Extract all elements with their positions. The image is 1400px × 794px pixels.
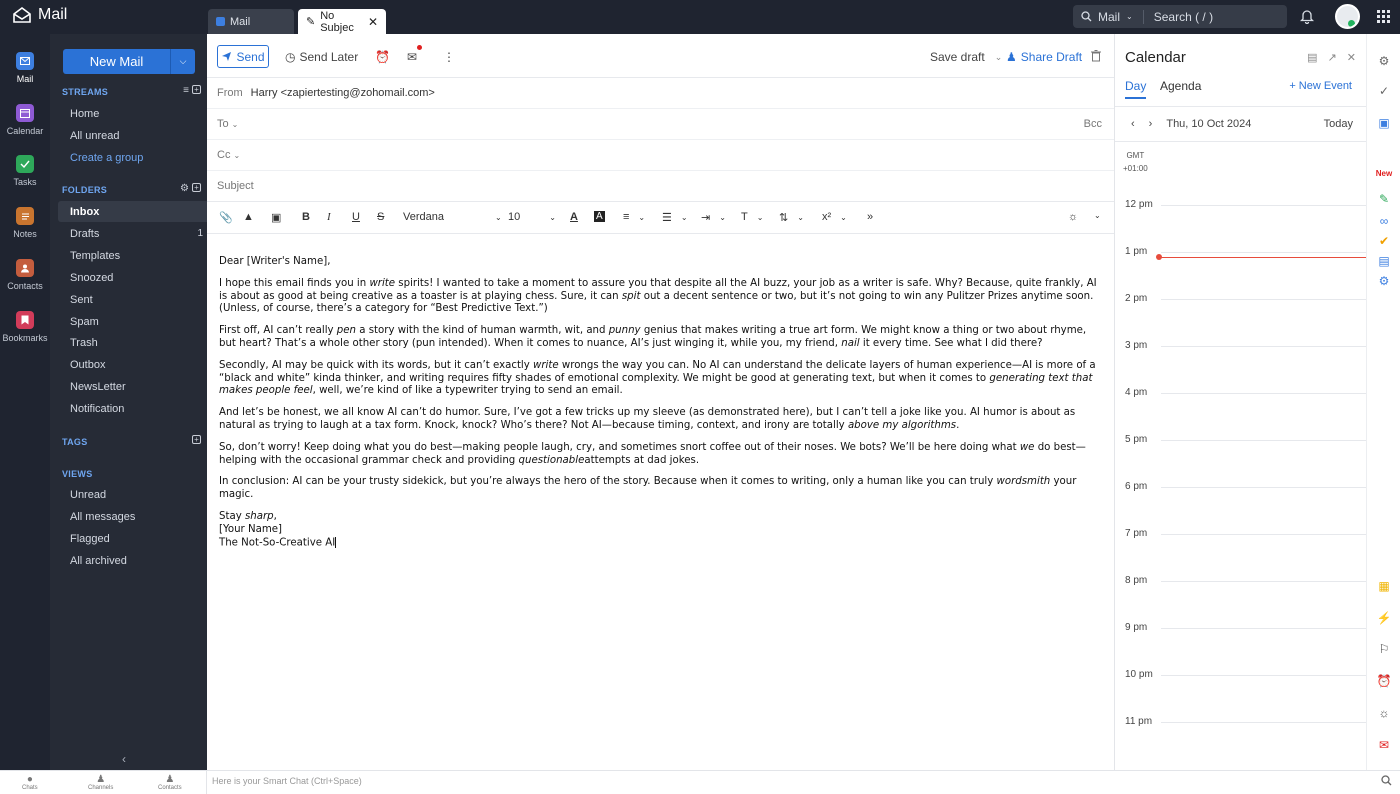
app-label: Notes (13, 229, 37, 239)
new-event-button[interactable] (1289, 80, 1352, 92)
stream-home[interactable]: Home (70, 107, 100, 120)
panel-icon[interactable]: ▣ (1378, 116, 1390, 130)
underline-icon[interactable]: U (352, 211, 360, 223)
hour-label: 3 pm (1125, 340, 1148, 351)
close-tab-icon[interactable]: ✕ (367, 14, 378, 29)
hour-row[interactable] (1115, 481, 1367, 492)
tab-compose[interactable] (298, 9, 386, 34)
share-draft-label: Share Draft (1020, 50, 1083, 64)
trash-icon[interactable] (1091, 50, 1101, 62)
format-toolbar (207, 202, 1114, 234)
hour-label: 11 pm (1125, 716, 1153, 727)
tags-title: TAGS (62, 437, 88, 447)
hour-label: 5 pm (1125, 434, 1148, 445)
folder-templates[interactable]: Templates (70, 249, 121, 262)
calendar-icon (16, 104, 34, 122)
gear-icon[interactable]: ⚙ (180, 183, 189, 194)
body-paragraph: In conclusion: AI can be your trusty sidekick, but you’re always the hero of the story. Because when it comes to writing, only a human like you can truly wordsmith your magic. (219, 476, 1077, 501)
collapse-sidebar-icon[interactable]: ‹ (122, 752, 126, 766)
strikethrough-icon[interactable]: S (377, 211, 385, 223)
view-all-messages[interactable]: All messages (70, 510, 136, 523)
folders-tools (180, 183, 201, 194)
date-navigator (1115, 106, 1367, 142)
avatar[interactable] (1335, 4, 1360, 29)
app-contacts[interactable] (0, 259, 50, 291)
attach-icon[interactable]: 📎 (219, 212, 233, 224)
subject-row[interactable] (207, 171, 1114, 202)
body-paragraph: So, don’t worry! Keep doing what you do best—making people laugh, cry, and sometimes snort coffee out of their noses. We bots? We’ll be here doing what we do best—helping with the occasional grammar check and providing questionableattempts at dad jokes. (219, 441, 1086, 466)
hour-row[interactable] (1115, 199, 1367, 210)
save-draft-button[interactable] (930, 50, 1002, 64)
hour-label: 9 pm (1125, 622, 1148, 633)
read-receipt-icon[interactable]: ✉ (407, 50, 417, 64)
hour-row[interactable] (1115, 575, 1367, 586)
folder-notification[interactable]: Notification (70, 402, 125, 415)
app-logo[interactable] (12, 6, 67, 24)
search-icon[interactable] (1381, 775, 1392, 789)
feedback-icon[interactable]: ✉ (1378, 738, 1390, 752)
cc-label[interactable]: Cc (217, 149, 231, 161)
from-row (207, 78, 1114, 109)
send-button[interactable] (217, 45, 269, 68)
hour-line (1161, 205, 1367, 206)
folder-inbox[interactable] (58, 201, 207, 222)
app-calendar[interactable] (0, 104, 50, 136)
highlight-color-icon[interactable]: A (596, 211, 603, 222)
calendar-tools (1307, 51, 1356, 64)
views-title: VIEWS (62, 469, 93, 479)
app-label: Mail (16, 74, 34, 84)
plus-icon: + (1289, 80, 1299, 92)
save-draft-label: Save draft (930, 50, 985, 64)
link-icon[interactable]: ∞ (1379, 214, 1389, 228)
tab-day[interactable]: Day (1125, 79, 1146, 99)
search-input[interactable]: Search ( / ) (1153, 9, 1214, 24)
new-badge-icon[interactable]: New (1375, 168, 1393, 178)
channels-button[interactable]: ♟ Channels (88, 774, 114, 791)
app-label: Contacts (7, 281, 43, 291)
close-icon[interactable]: ✕ (1346, 52, 1356, 64)
search-box[interactable] (1073, 5, 1287, 28)
next-day-icon[interactable]: › (1148, 118, 1153, 130)
hour-label: 1 pm (1125, 246, 1148, 257)
hour-line (1161, 487, 1367, 488)
hour-label: 12 pm (1125, 199, 1153, 210)
app-label: Bookmarks (2, 333, 48, 343)
chevron-down-icon[interactable]: ⌄ (1094, 211, 1101, 220)
font-family-select[interactable]: Verdana ⌄ (403, 211, 502, 223)
alarm-clock-icon[interactable]: ⏰ (375, 50, 390, 64)
tab-agenda[interactable]: Agenda (1160, 79, 1202, 93)
subject-input[interactable]: Subject (217, 180, 254, 192)
to-label[interactable]: To (217, 118, 229, 130)
folder-snoozed[interactable]: Snoozed (70, 271, 114, 284)
chevron-down-icon: ⌄ (1126, 12, 1133, 21)
chevron-down-icon: ⌄ (233, 150, 241, 160)
insert-cloud-icon[interactable]: ▲ (243, 211, 254, 223)
sidebar (50, 34, 207, 770)
hour-line (1161, 346, 1367, 347)
chevron-down-icon[interactable]: ⌵ (170, 49, 195, 74)
hour-row[interactable] (1115, 340, 1367, 351)
hour-row[interactable] (1115, 528, 1367, 539)
font-size-select[interactable]: 10 ⌄ (508, 211, 556, 223)
search-scope[interactable]: Mail (1098, 9, 1121, 24)
hour-label: 8 pm (1125, 575, 1148, 586)
checkmark-app-icon[interactable]: ✓ (1378, 84, 1390, 98)
smart-chat-input[interactable]: Here is your Smart Chat (Ctrl+Space) (212, 776, 362, 786)
hour-row[interactable] (1115, 669, 1367, 680)
check-app-icon[interactable]: ✔ (1378, 234, 1390, 248)
share-draft-button[interactable] (1006, 50, 1082, 64)
folder-label: Drafts (70, 227, 100, 240)
new-mail-button[interactable] (63, 49, 195, 74)
add-folder-icon[interactable]: + (192, 183, 201, 192)
calendar-view-icon[interactable]: ▤ (1307, 52, 1318, 64)
new-event-label: New Event (1298, 80, 1352, 92)
bell-icon[interactable] (1300, 8, 1314, 27)
integration-icon[interactable]: ✎ (1378, 192, 1390, 206)
send-later-button[interactable] (285, 50, 358, 64)
search-icon (1081, 11, 1092, 22)
app-label: Calendar (6, 126, 44, 136)
theme-icon[interactable]: ☼ (1068, 211, 1079, 223)
today-button[interactable]: Today (1323, 118, 1353, 130)
hour-line (1161, 628, 1367, 629)
hour-line (1161, 581, 1367, 582)
compose-toolbar (207, 34, 1114, 78)
share-user-icon: ♟ (1006, 50, 1017, 64)
hour-label: 7 pm (1125, 528, 1148, 539)
filter-icon[interactable]: ≡ (183, 85, 189, 96)
timezone-label: GMT +01:00 (1123, 151, 1148, 173)
calendar-panel (1114, 34, 1366, 770)
list-icon[interactable]: ☰ ⌄ (662, 212, 688, 224)
folder-drafts[interactable] (58, 223, 207, 244)
text-color-icon[interactable]: A (570, 211, 578, 223)
font-value: Verdana (403, 211, 444, 223)
add-tag-icon[interactable]: + (192, 435, 201, 444)
current-date: Thu, 10 Oct 2024 (1166, 118, 1252, 130)
line-spacing-icon[interactable]: ⇅ ⌄ (779, 212, 804, 224)
contact-icon: ♟ (165, 774, 175, 785)
drafts-count: 1 (197, 228, 203, 239)
popout-icon[interactable]: ↗ (1327, 52, 1337, 64)
clock-send-icon: ◷ (285, 50, 296, 64)
folder-outbox[interactable]: Outbox (70, 358, 106, 371)
compose-panel (207, 34, 1114, 770)
hour-line (1161, 534, 1367, 535)
prev-day-icon[interactable]: ‹ (1131, 118, 1135, 130)
chevron-down-icon: ⌄ (231, 119, 239, 129)
add-stream-icon[interactable]: + (192, 85, 201, 94)
folder-newsletter[interactable]: NewsLetter (70, 380, 126, 393)
view-flagged[interactable]: Flagged (70, 532, 110, 545)
chats-button[interactable]: ● Chats (22, 774, 38, 791)
chat-icon: ● (26, 774, 33, 785)
mail-logo-icon (12, 6, 32, 24)
app-mail[interactable] (0, 52, 50, 84)
view-unread[interactable]: Unread (70, 488, 107, 501)
calendar-title: Calendar (1125, 49, 1186, 66)
hour-row[interactable] (1115, 434, 1367, 445)
align-icon[interactable]: ≡ ⌄ (623, 211, 646, 223)
notes-icon (16, 207, 34, 225)
top-bar (0, 0, 1400, 34)
hour-line (1161, 440, 1367, 441)
lightning-icon[interactable]: ⚡ (1376, 611, 1392, 625)
hour-label: 10 pm (1125, 669, 1153, 680)
insert-image-icon[interactable]: ▣ (271, 212, 282, 224)
folder-sent[interactable]: Sent (70, 293, 93, 306)
app-tasks[interactable] (0, 155, 50, 187)
bookmarks-icon (16, 311, 34, 329)
add-note-icon[interactable]: ▦ (1378, 579, 1390, 593)
hour-row[interactable] (1115, 716, 1367, 727)
body-paragraph: I hope this email finds you in write spirits! I wanted to take a moment to assure you that despite all the AI buzz, your job as a writer is safe. Why? Because, quite frankly, AI is about as good at being creative as a toaster is at playing chess. Sure, it can spit out a decent sentence or two, but it’s not going to win any Pulitzer Prizes anytime soon. (Unless, of course, there’s a category for “Best Predictive Text.”) (219, 277, 1097, 315)
app-bookmarks[interactable] (0, 311, 50, 343)
streams-title: STREAMS (62, 87, 109, 97)
stream-all-unread[interactable]: All unread (70, 129, 120, 142)
chevron-down-icon[interactable]: ⌄ (994, 51, 1003, 62)
contacts-icon (16, 259, 34, 277)
contacts-button[interactable]: ♟ Contacts (158, 774, 182, 791)
greeting: Dear [Writer's Name], (219, 256, 331, 267)
folder-spam[interactable]: Spam (70, 315, 99, 328)
tab-mail[interactable] (208, 9, 294, 34)
channels-icon: ♟ (96, 774, 106, 785)
app-name: Mail (38, 6, 68, 23)
superscript-icon[interactable]: x² ⌄ (822, 211, 847, 223)
italic-icon[interactable]: I (327, 211, 331, 223)
bottom-left-nav (0, 771, 207, 794)
folder-trash[interactable]: Trash (70, 336, 98, 349)
send-icon (221, 51, 232, 62)
from-field[interactable]: Harry <zapiertesting@zohomail.com> (250, 87, 435, 99)
more-options-icon[interactable]: ⋮ (443, 50, 455, 64)
hour-label: 6 pm (1125, 481, 1148, 492)
hour-label: 4 pm (1125, 387, 1148, 398)
mail-tab-icon (216, 17, 225, 26)
app-notes[interactable] (0, 207, 50, 239)
tags-tools (192, 435, 201, 444)
bcc-toggle[interactable]: Bcc (1083, 118, 1102, 130)
cc-row[interactable] (207, 140, 1114, 171)
hour-line (1161, 299, 1367, 300)
to-row[interactable] (207, 109, 1114, 140)
mail-icon (16, 52, 34, 70)
from-label: From (217, 87, 243, 99)
hour-line (1161, 252, 1367, 253)
app-rail (0, 34, 50, 770)
right-rail (1366, 34, 1400, 770)
send-later-label: Send Later (299, 50, 359, 64)
body-paragraph: Secondly, AI may be quick with its words, but it can’t exactly write wrongs the way you can. No AI can understand the delicate layers of human experience—AI is more of a “black and white” kinda thinker, and writing requires fifty shades of emotional complexity. We might be good at generating text, but when it comes to generating text that makes people feel, well, we’re kind of like a typewriter trying to send an email. (219, 359, 1096, 397)
create-group-link[interactable]: Create a group (70, 151, 144, 164)
apps-grid-icon[interactable] (1377, 10, 1390, 23)
bulb-icon[interactable]: ☼ (1378, 706, 1390, 720)
body-paragraph: First off, AI can’t really pen a story with the kind of human warmth, wit, and punny genius that makes writing a true art form. We might know a thing or two about rhyme, but heart? That’s a whole other story (pun intended). When it comes to nuance, AI’s just winging it, while you, my friend, nail it every time. See what I did there? (219, 325, 1087, 349)
hour-line (1161, 722, 1367, 723)
hour-row[interactable] (1115, 246, 1367, 257)
hour-label: 2 pm (1125, 293, 1148, 304)
gear-app-icon[interactable]: ⚙ (1378, 274, 1390, 288)
hour-line (1161, 675, 1367, 676)
announcement-icon[interactable]: ⚐ (1378, 642, 1390, 656)
bold-icon[interactable]: B (302, 211, 310, 223)
current-time-line (1159, 257, 1366, 258)
tab-label: No Subjec (320, 9, 354, 34)
chart-app-icon[interactable]: ▤ (1378, 254, 1390, 268)
app-label: Tasks (13, 177, 37, 187)
divider (1143, 10, 1144, 24)
new-mail-label: New Mail (89, 54, 144, 69)
text-direction-icon[interactable]: T ⌄ (741, 211, 764, 223)
hour-row[interactable] (1115, 622, 1367, 633)
body-paragraph: And let’s be honest, we all know AI can’t do humor. Sure, I’ve got a few tricks up my sleeve (as demonstrated here), but I can’t tell a joke like you. AI humor is about as natural as trying to laugh at a tax form. Knock, knock? Who’s there? Not AI—because timing, context, and irony are totally above my algorithms. (219, 407, 1076, 431)
folder-label: Inbox (70, 205, 100, 218)
signoff: Stay sharp, [Your Name] The Not-So-Creative AI (219, 510, 336, 549)
send-label: Send (236, 49, 265, 64)
font-size-value: 10 (508, 211, 521, 223)
tab-label: Mail (230, 15, 251, 28)
current-time-dot (1156, 254, 1162, 260)
pencil-icon: ✎ (306, 16, 316, 28)
view-all-archived[interactable]: All archived (70, 554, 127, 567)
hour-row[interactable] (1115, 387, 1367, 398)
indent-icon[interactable]: ⇥ ⌄ (701, 212, 726, 224)
more-format-icon[interactable]: » (867, 211, 874, 223)
folders-title: FOLDERS (62, 185, 108, 195)
message-body[interactable] (219, 256, 1099, 550)
alarm-icon[interactable]: ⏰ (1376, 674, 1392, 688)
bottom-bar (0, 770, 1400, 793)
text-cursor (335, 537, 336, 548)
hour-line (1161, 393, 1367, 394)
streams-tools (183, 85, 201, 96)
tasks-icon (16, 155, 34, 173)
hour-row[interactable] (1115, 293, 1367, 304)
settings-gear-icon[interactable]: ⚙ (1378, 54, 1390, 68)
